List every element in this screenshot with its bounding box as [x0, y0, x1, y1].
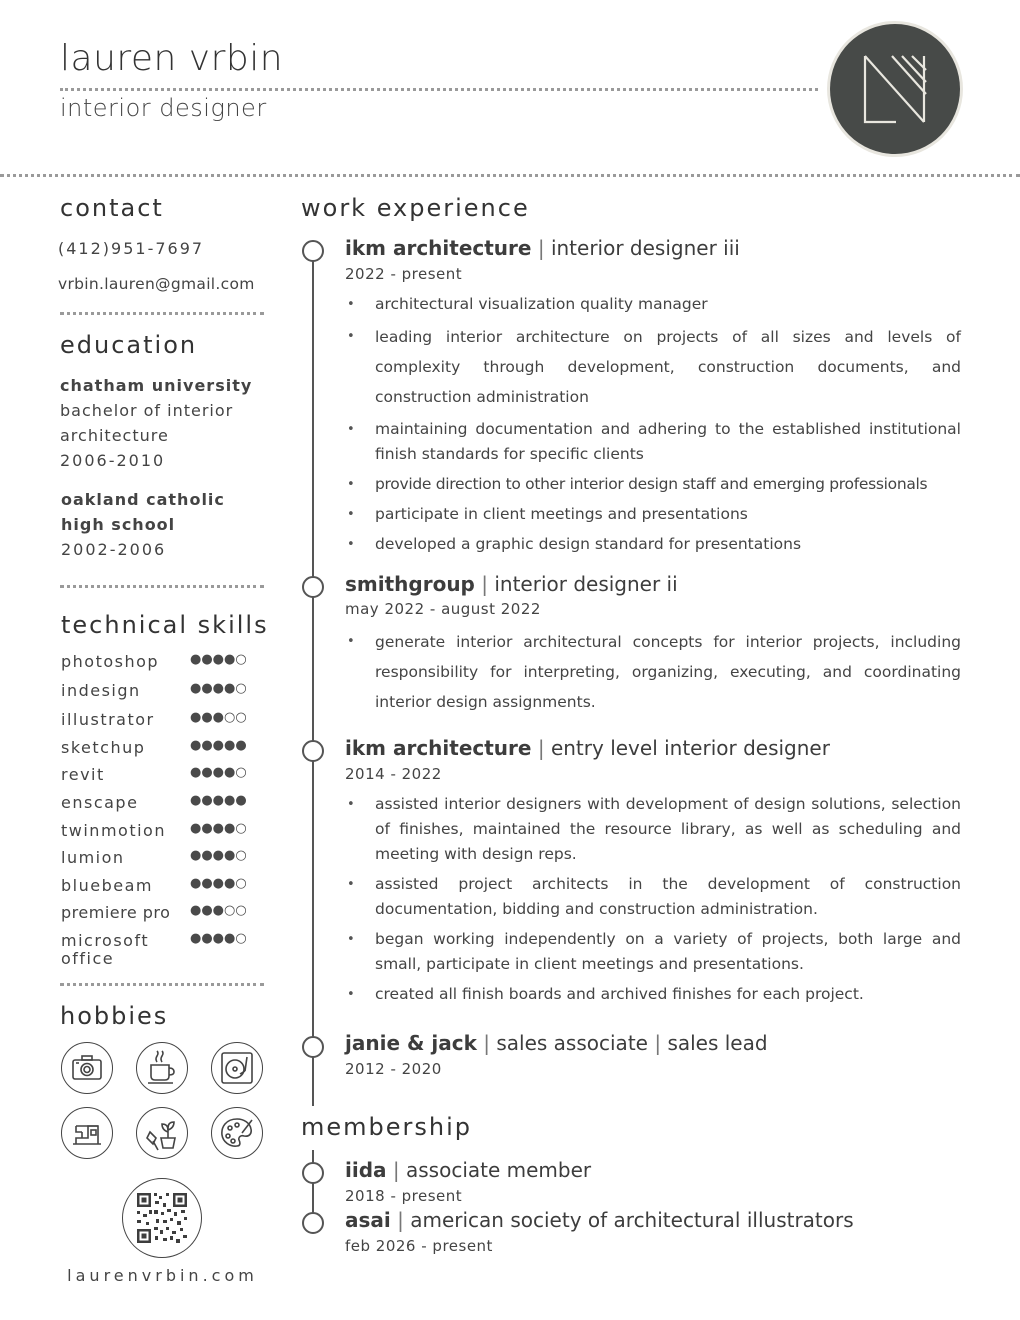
job-dates: 2022 - present: [345, 265, 463, 283]
education-heading: education: [60, 331, 198, 359]
skill-name: bluebeam: [61, 876, 153, 895]
contact-phone[interactable]: (412)951-7697: [58, 239, 205, 258]
timeline-node: [302, 1036, 324, 1058]
education-years: 2006-2010: [60, 451, 166, 470]
skill-name: twinmotion: [61, 821, 166, 840]
work-heading: work experience: [301, 194, 530, 222]
job-dates: may 2022 - august 2022: [345, 600, 541, 618]
timeline-node: [302, 1212, 324, 1234]
skill-name: indesign: [61, 681, 141, 700]
skill-rating: ●●●●○: [190, 765, 247, 780]
education-years: 2002-2006: [61, 540, 167, 559]
separator: |: [654, 1031, 662, 1055]
job-bullet: • provide direction to other interior design staff and emerging professionals: [345, 472, 961, 497]
job-role: interior designer ii: [494, 572, 678, 596]
skill-name: illustrator: [61, 710, 155, 729]
hobbies-heading: hobbies: [60, 1002, 169, 1030]
timeline-line: [312, 258, 314, 1106]
job-company: smithgroup: [345, 572, 475, 596]
skill-name: microsoft: [61, 931, 150, 950]
job-title-line: [345, 1031, 768, 1055]
job-bullet: • maintaining documentation and adhering to the established institutional finish standards for specific clients: [345, 417, 961, 467]
skill-name: sketchup: [61, 738, 146, 757]
education-degree: bachelor of interior: [60, 401, 234, 420]
membership-desc: associate member: [406, 1158, 592, 1182]
skill-rating: ●●●○○: [190, 710, 247, 725]
job-title-line: [345, 236, 740, 260]
membership-line: [345, 1158, 591, 1182]
education-divider: [60, 585, 264, 588]
sewing-machine-icon: [61, 1107, 113, 1159]
contact-email[interactable]: vrbin.lauren@gmail.com: [58, 275, 255, 293]
separator: |: [537, 236, 545, 260]
education-school: high school: [61, 515, 176, 534]
header-divider: [60, 88, 818, 91]
skill-name: office: [61, 949, 115, 968]
skill-rating: ●●●●○: [190, 821, 247, 836]
contact-heading: contact: [60, 194, 164, 222]
job-bullet: • leading interior architecture on projects of all sizes and levels of complexity through development, construction documents, and construction administration: [345, 322, 961, 412]
job-bullet: • assisted project architects in the development of construction documentation, bidding and construction administration.: [345, 872, 961, 922]
ln-monogram-icon: [830, 24, 960, 154]
website-link[interactable]: laurenvrbin.com: [67, 1266, 258, 1285]
skill-name: revit: [61, 765, 105, 784]
skill-rating: ●●●●●: [190, 793, 247, 808]
job-dates: 2014 - 2022: [345, 765, 442, 783]
separator: |: [483, 1031, 490, 1055]
camera-icon: [61, 1042, 113, 1094]
job-bullet: • participate in client meetings and presentations: [345, 502, 961, 527]
job-dates: 2012 - 2020: [345, 1060, 442, 1078]
membership-desc: american society of architectural illustrators: [410, 1208, 854, 1232]
skill-rating: ●●●●○: [190, 652, 247, 667]
timeline-node: [302, 1162, 324, 1184]
separator: |: [392, 1158, 400, 1182]
membership-org: iida: [345, 1158, 387, 1182]
membership-dates: 2018 - present: [345, 1187, 463, 1205]
logo: [830, 24, 960, 154]
job-bullets: [345, 627, 961, 717]
job-company: ikm architecture: [345, 736, 532, 760]
job-bullet: • architectural visualization quality manager: [345, 292, 961, 317]
job-company: janie & jack: [345, 1031, 477, 1055]
qr-code-icon[interactable]: [122, 1178, 202, 1258]
timeline-node: [302, 576, 324, 598]
page-divider: [0, 174, 1020, 177]
record-player-icon: [211, 1042, 263, 1094]
skills-heading: technical skills: [61, 611, 269, 639]
skills-divider: [60, 983, 264, 986]
skill-rating: ●●●○○: [190, 903, 247, 918]
timeline-node: [302, 740, 324, 762]
membership-heading: membership: [301, 1113, 473, 1141]
membership-org: asai: [345, 1208, 391, 1232]
job-role: sales lead: [667, 1031, 768, 1055]
coffee-cup-icon: [136, 1042, 188, 1094]
job-role: interior designer iii: [550, 236, 740, 260]
membership-dates: feb 2026 - present: [345, 1237, 493, 1255]
gardening-icon: [136, 1107, 188, 1159]
separator: |: [481, 572, 488, 596]
job-bullet: • developed a graphic design standard for presentations: [345, 532, 961, 557]
job-bullets: [345, 292, 961, 557]
skill-rating: ●●●●○: [190, 681, 247, 696]
job-title-line: [345, 736, 830, 760]
skill-rating: ●●●●○: [190, 876, 247, 891]
skill-rating: ●●●●○: [190, 848, 247, 863]
job-bullet: • assisted interior designers with development of design solutions, selection of finishes, maintained the resource library, as well as scheduling and meeting with design reps.: [345, 792, 961, 867]
job-bullet: • created all finish boards and archived finishes for each project.: [345, 982, 961, 1007]
education-school: chatham university: [60, 376, 253, 395]
resume-name: lauren vrbin: [60, 38, 284, 79]
job-bullet: • generate interior architectural concepts for interior projects, including responsibility for interpreting, organizing, executing, and coordinating interior design assignments.: [345, 627, 961, 717]
membership-line: [345, 1208, 854, 1232]
job-role: entry level interior designer: [550, 736, 830, 760]
job-bullet: • began working independently on a variety of projects, both large and small, participate in client meetings and presentations.: [345, 927, 961, 977]
job-bullets: [345, 792, 961, 1007]
skill-name: enscape: [61, 793, 139, 812]
education-degree: architecture: [60, 426, 169, 445]
paint-palette-icon: [211, 1107, 263, 1159]
job-role: sales associate: [496, 1031, 648, 1055]
skill-name: premiere pro: [61, 903, 171, 922]
education-school: oakland catholic: [61, 490, 225, 509]
skill-rating: ●●●●○: [190, 931, 247, 946]
separator: |: [537, 736, 545, 760]
contact-divider: [60, 312, 264, 315]
skill-name: lumion: [61, 848, 125, 867]
resume-title: interior designer: [60, 94, 267, 122]
separator: |: [397, 1208, 404, 1232]
job-title-line: [345, 572, 678, 596]
skill-name: photoshop: [61, 652, 160, 671]
timeline-node: [302, 240, 324, 262]
skill-rating: ●●●●●: [190, 738, 247, 753]
job-company: ikm architecture: [345, 236, 532, 260]
